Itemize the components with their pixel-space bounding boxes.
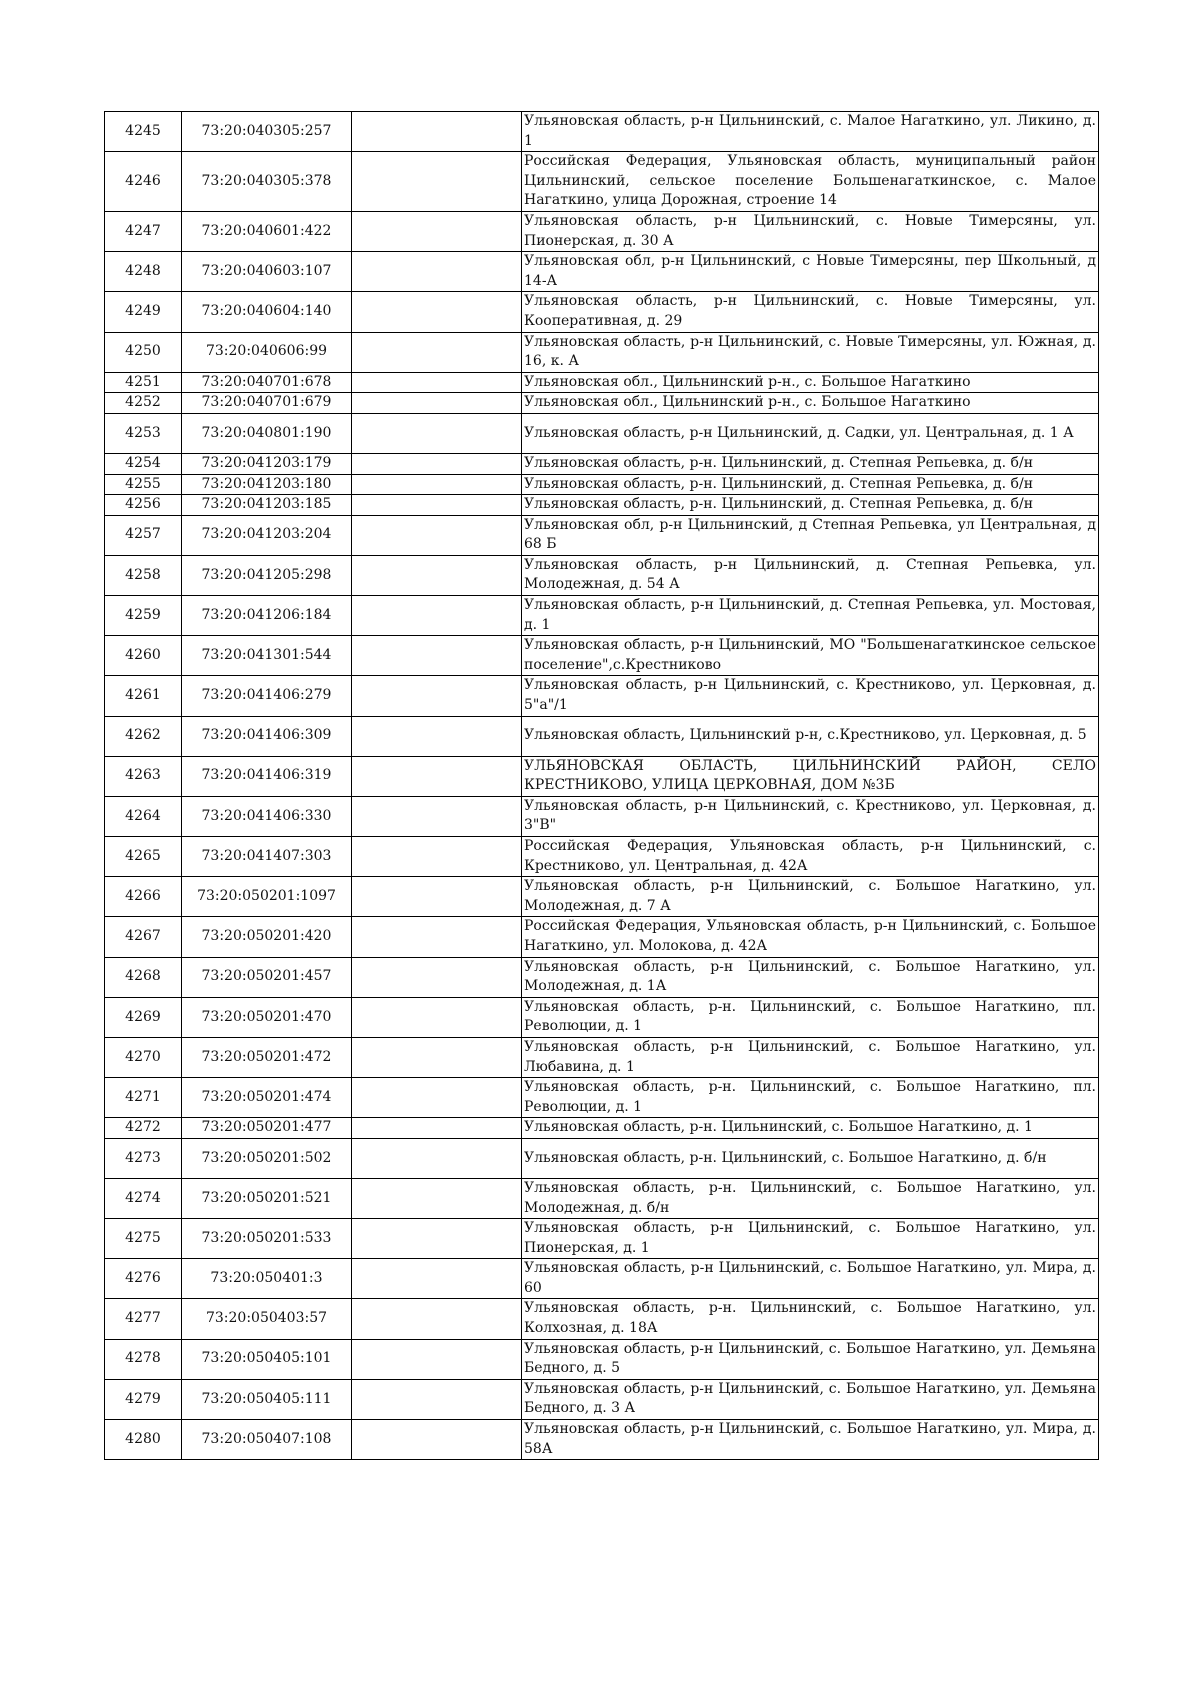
- table-row: [105, 676, 1099, 716]
- address: Ульяновская обл., Цильнинский р-н., с. Большое Нагаткино: [522, 372, 1099, 393]
- row-number: 4265: [105, 837, 182, 877]
- table-row: [105, 877, 1099, 917]
- cadastral-number: 73:20:040701:679: [182, 393, 352, 414]
- cadastral-number: 73:20:040305:257: [182, 112, 352, 152]
- empty-cell: [352, 1037, 522, 1077]
- table-row: [105, 112, 1099, 152]
- address: Российская Федерация, Ульяновская область, р-н Цильнинский, с. Большое Нагаткино, ул. Молокова, д. 42А: [522, 917, 1099, 957]
- address: Российская Федерация, Ульяновская область, муниципальный район Цильнинский, сельское поселение Большенагаткинское, с. Малое Нагаткино, улица Дорожная, строение 14: [522, 152, 1099, 212]
- row-number: 4253: [105, 413, 182, 453]
- address: Ульяновская область, р-н Цильнинский, с. Большое Нагаткино, ул. Мира, д. 60: [522, 1259, 1099, 1299]
- cadastral-number: 73:20:040601:422: [182, 211, 352, 251]
- row-number: 4258: [105, 555, 182, 595]
- row-number: 4280: [105, 1420, 182, 1460]
- address: Ульяновская область, р-н Цильнинский, с. Большое Нагаткино, ул. Молодежная, д. 7 А: [522, 877, 1099, 917]
- row-number: 4262: [105, 716, 182, 756]
- empty-cell: [352, 1379, 522, 1419]
- row-number: 4267: [105, 917, 182, 957]
- cadastral-number: 73:20:050405:101: [182, 1339, 352, 1379]
- address: Ульяновская область, р-н Цильнинский, с. Большое Нагаткино, ул. Мира, д. 58А: [522, 1420, 1099, 1460]
- empty-cell: [352, 997, 522, 1037]
- row-number: 4248: [105, 252, 182, 292]
- cadastral-number: 73:20:050201:470: [182, 997, 352, 1037]
- cadastral-number: 73:20:041301:544: [182, 636, 352, 676]
- cadastral-number: 73:20:041407:303: [182, 837, 352, 877]
- cadastral-number: 73:20:050201:472: [182, 1037, 352, 1077]
- table-row: [105, 152, 1099, 212]
- address: Ульяновская область, р-н Цильнинский, с. Новые Тимерсяны, ул. Кооперативная, д. 29: [522, 292, 1099, 332]
- empty-cell: [352, 957, 522, 997]
- empty-cell: [352, 1138, 522, 1178]
- empty-cell: [352, 1078, 522, 1118]
- empty-cell: [352, 211, 522, 251]
- cadastral-number: 73:20:050201:420: [182, 917, 352, 957]
- cadastral-number: 73:20:050201:1097: [182, 877, 352, 917]
- address: Ульяновская область, р-н Цильнинский, с. Крестниково, ул. Церковная, д. 3"В": [522, 796, 1099, 836]
- address: Ульяновская область, р-н. Цильнинский, с. Большое Нагаткино, д. б/н: [522, 1138, 1099, 1178]
- cadastral-number: 73:20:041406:319: [182, 756, 352, 796]
- cadastral-number: 73:20:041205:298: [182, 555, 352, 595]
- row-number: 4255: [105, 474, 182, 495]
- address: Ульяновская область, р-н. Цильнинский, д. Степная Репьевка, д. б/н: [522, 474, 1099, 495]
- table-row: [105, 495, 1099, 516]
- address: Ульяновская область, р-н Цильнинский, с. Большое Нагаткино, ул. Любавина, д. 1: [522, 1037, 1099, 1077]
- table-row: [105, 756, 1099, 796]
- address: Ульяновская область, р-н Цильнинский, с. Большое Нагаткино, ул. Демьяна Бедного, д. 3 А: [522, 1379, 1099, 1419]
- empty-cell: [352, 152, 522, 212]
- empty-cell: [352, 1259, 522, 1299]
- table-row: [105, 1299, 1099, 1339]
- address: Ульяновская область, р-н Цильнинский, д. Садки, ул. Центральная, д. 1 А: [522, 413, 1099, 453]
- cadastral-number: 73:20:040801:190: [182, 413, 352, 453]
- cadastral-number: 73:20:050201:533: [182, 1219, 352, 1259]
- address: Ульяновская область, р-н Цильнинский, с. Малое Нагаткино, ул. Ликино, д. 1: [522, 112, 1099, 152]
- empty-cell: [352, 252, 522, 292]
- empty-cell: [352, 596, 522, 636]
- address: Ульяновская область, р-н. Цильнинский, д. Степная Репьевка, д. б/н: [522, 453, 1099, 474]
- table-row: [105, 372, 1099, 393]
- table-row: [105, 796, 1099, 836]
- row-number: 4252: [105, 393, 182, 414]
- table-row: [105, 1379, 1099, 1419]
- table-row: [105, 917, 1099, 957]
- row-number: 4247: [105, 211, 182, 251]
- cadastral-number: 73:20:041203:204: [182, 515, 352, 555]
- cadastral-number: 73:20:050201:474: [182, 1078, 352, 1118]
- table-row: [105, 1339, 1099, 1379]
- empty-cell: [352, 474, 522, 495]
- address: Российская Федерация, Ульяновская область, р-н Цильнинский, с. Крестниково, ул. Центральная, д. 42А: [522, 837, 1099, 877]
- cadastral-number: 73:20:040603:107: [182, 252, 352, 292]
- table-row: [105, 716, 1099, 756]
- address: Ульяновская область, р-н. Цильнинский, с. Большое Нагаткино, пл. Революции, д. 1: [522, 1078, 1099, 1118]
- empty-cell: [352, 756, 522, 796]
- table-row: [105, 1178, 1099, 1218]
- row-number: 4276: [105, 1259, 182, 1299]
- row-number: 4254: [105, 453, 182, 474]
- table-row: [105, 997, 1099, 1037]
- address: Ульяновская область, р-н. Цильнинский, с. Большое Нагаткино, д. 1: [522, 1118, 1099, 1139]
- address: Ульяновская область, р-н. Цильнинский, с. Большое Нагаткино, ул. Колхозная, д. 18А: [522, 1299, 1099, 1339]
- property-table: [104, 111, 1099, 1460]
- row-number: 4259: [105, 596, 182, 636]
- address: Ульяновская область, р-н. Цильнинский, д. Степная Репьевка, д. б/н: [522, 495, 1099, 516]
- address: Ульяновская обл, р-н Цильнинский, с Новые Тимерсяны, пер Школьный, д 14-А: [522, 252, 1099, 292]
- table-row: [105, 453, 1099, 474]
- address: Ульяновская область, р-н Цильнинский, с. Новые Тимерсяны, ул. Пионерская, д. 30 А: [522, 211, 1099, 251]
- address: Ульяновская область, р-н Цильнинский, д. Степная Репьевка, ул. Молодежная, д. 54 А: [522, 555, 1099, 595]
- table-row: [105, 515, 1099, 555]
- empty-cell: [352, 1118, 522, 1139]
- empty-cell: [352, 877, 522, 917]
- empty-cell: [352, 555, 522, 595]
- address: УЛЬЯНОВСКАЯ ОБЛАСТЬ, ЦИЛЬНИНСКИЙ РАЙОН, СЕЛО КРЕСТНИКОВО, УЛИЦА ЦЕРКОВНАЯ, ДОМ №3Б: [522, 756, 1099, 796]
- cadastral-number: 73:20:050403:57: [182, 1299, 352, 1339]
- row-number: 4245: [105, 112, 182, 152]
- cadastral-number: 73:20:041406:279: [182, 676, 352, 716]
- table-row: [105, 1420, 1099, 1460]
- row-number: 4268: [105, 957, 182, 997]
- property-table-body: [105, 112, 1099, 1460]
- empty-cell: [352, 1299, 522, 1339]
- row-number: 4272: [105, 1118, 182, 1139]
- row-number: 4275: [105, 1219, 182, 1259]
- cadastral-number: 73:20:050407:108: [182, 1420, 352, 1460]
- address: Ульяновская область, р-н. Цильнинский, с. Большое Нагаткино, пл. Революции, д. 1: [522, 997, 1099, 1037]
- table-row: [105, 837, 1099, 877]
- row-number: 4270: [105, 1037, 182, 1077]
- table-row: [105, 474, 1099, 495]
- empty-cell: [352, 1178, 522, 1218]
- address: Ульяновская область, р-н. Цильнинский, с. Большое Нагаткино, ул. Молодежная, д. б/н: [522, 1178, 1099, 1218]
- address: Ульяновская область, р-н Цильнинский, МО "Большенагаткинское сельское поселение",с.Крестниково: [522, 636, 1099, 676]
- empty-cell: [352, 636, 522, 676]
- table-row: [105, 636, 1099, 676]
- empty-cell: [352, 1420, 522, 1460]
- cadastral-number: 73:20:041406:330: [182, 796, 352, 836]
- empty-cell: [352, 796, 522, 836]
- cadastral-number: 73:20:040606:99: [182, 332, 352, 372]
- address: Ульяновская область, р-н Цильнинский, с. Новые Тимерсяны, ул. Южная, д. 16, к. А: [522, 332, 1099, 372]
- empty-cell: [352, 393, 522, 414]
- empty-cell: [352, 716, 522, 756]
- empty-cell: [352, 112, 522, 152]
- address: Ульяновская область, р-н Цильнинский, с. Большое Нагаткино, ул. Демьяна Бедного, д. 5: [522, 1339, 1099, 1379]
- table-row: [105, 332, 1099, 372]
- address: Ульяновская область, р-н Цильнинский, с. Большое Нагаткино, ул. Пионерская, д. 1: [522, 1219, 1099, 1259]
- table-row: [105, 957, 1099, 997]
- row-number: 4246: [105, 152, 182, 212]
- row-number: 4263: [105, 756, 182, 796]
- cadastral-number: 73:20:041203:180: [182, 474, 352, 495]
- cadastral-number: 73:20:050405:111: [182, 1379, 352, 1419]
- cadastral-number: 73:20:050201:457: [182, 957, 352, 997]
- row-number: 4264: [105, 796, 182, 836]
- row-number: 4274: [105, 1178, 182, 1218]
- table-row: [105, 596, 1099, 636]
- empty-cell: [352, 917, 522, 957]
- address: Ульяновская область, р-н Цильнинский, с. Крестниково, ул. Церковная, д. 5"а"/1: [522, 676, 1099, 716]
- cadastral-number: 73:20:050401:3: [182, 1259, 352, 1299]
- row-number: 4277: [105, 1299, 182, 1339]
- address: Ульяновская обл, р-н Цильнинский, д Степная Репьевка, ул Центральная, д 68 Б: [522, 515, 1099, 555]
- cadastral-number: 73:20:050201:502: [182, 1138, 352, 1178]
- empty-cell: [352, 332, 522, 372]
- row-number: 4279: [105, 1379, 182, 1419]
- row-number: 4273: [105, 1138, 182, 1178]
- cadastral-number: 73:20:041203:179: [182, 453, 352, 474]
- cadastral-number: 73:20:040604:140: [182, 292, 352, 332]
- address: Ульяновская область, р-н Цильнинский, с. Большое Нагаткино, ул. Молодежная, д. 1А: [522, 957, 1099, 997]
- table-row: [105, 1219, 1099, 1259]
- cadastral-number: 73:20:041203:185: [182, 495, 352, 516]
- table-row: [105, 252, 1099, 292]
- empty-cell: [352, 676, 522, 716]
- table-row: [105, 413, 1099, 453]
- cadastral-number: 73:20:040305:378: [182, 152, 352, 212]
- table-row: [105, 211, 1099, 251]
- cadastral-number: 73:20:050201:521: [182, 1178, 352, 1218]
- table-row: [105, 393, 1099, 414]
- empty-cell: [352, 1339, 522, 1379]
- row-number: 4261: [105, 676, 182, 716]
- table-row: [105, 292, 1099, 332]
- empty-cell: [352, 515, 522, 555]
- empty-cell: [352, 372, 522, 393]
- address: Ульяновская обл., Цильнинский р-н., с. Большое Нагаткино: [522, 393, 1099, 414]
- row-number: 4251: [105, 372, 182, 393]
- cadastral-number: 73:20:040701:678: [182, 372, 352, 393]
- table-row: [105, 555, 1099, 595]
- empty-cell: [352, 495, 522, 516]
- row-number: 4260: [105, 636, 182, 676]
- table-row: [105, 1118, 1099, 1139]
- empty-cell: [352, 413, 522, 453]
- row-number: 4249: [105, 292, 182, 332]
- table-row: [105, 1138, 1099, 1178]
- address: Ульяновская область, р-н Цильнинский, д. Степная Репьевка, ул. Мостовая, д. 1: [522, 596, 1099, 636]
- row-number: 4266: [105, 877, 182, 917]
- empty-cell: [352, 453, 522, 474]
- empty-cell: [352, 837, 522, 877]
- row-number: 4269: [105, 997, 182, 1037]
- empty-cell: [352, 1219, 522, 1259]
- table-row: [105, 1259, 1099, 1299]
- row-number: 4278: [105, 1339, 182, 1379]
- address: Ульяновская область, Цильнинский р-н, с.Крестниково, ул. Церковная, д. 5: [522, 716, 1099, 756]
- empty-cell: [352, 292, 522, 332]
- row-number: 4256: [105, 495, 182, 516]
- table-row: [105, 1037, 1099, 1077]
- row-number: 4250: [105, 332, 182, 372]
- table-row: [105, 1078, 1099, 1118]
- cadastral-number: 73:20:050201:477: [182, 1118, 352, 1139]
- cadastral-number: 73:20:041206:184: [182, 596, 352, 636]
- row-number: 4257: [105, 515, 182, 555]
- cadastral-number: 73:20:041406:309: [182, 716, 352, 756]
- row-number: 4271: [105, 1078, 182, 1118]
